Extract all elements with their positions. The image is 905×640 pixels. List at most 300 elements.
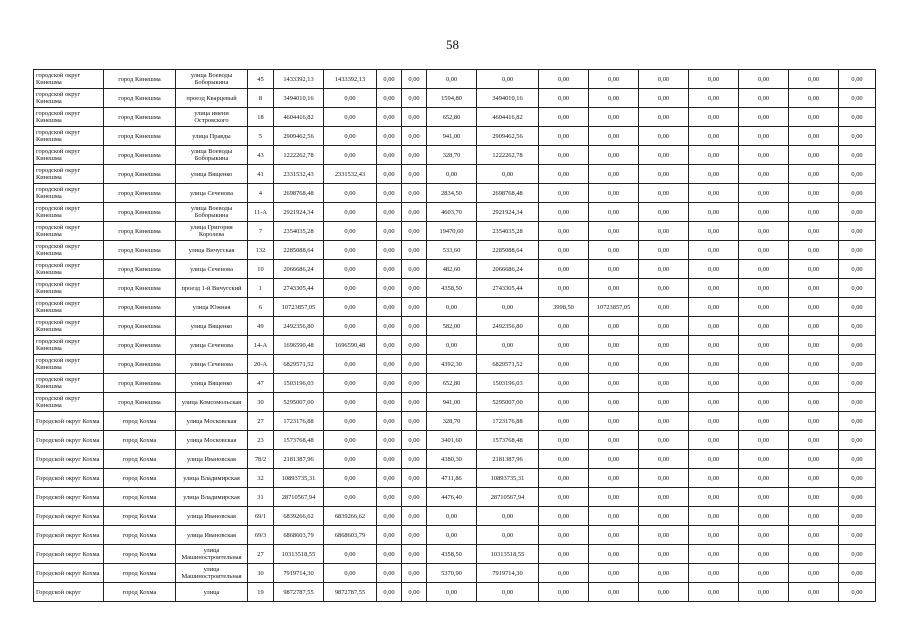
cell-settlement: город Кинешма	[104, 241, 176, 260]
cell-cost-col-7: 0,00	[377, 298, 402, 317]
table-row	[34, 412, 876, 431]
cell-municipality: городской округ Кинешма	[34, 146, 104, 165]
cell-cost-col-7: 0,00	[377, 355, 402, 374]
cell-cost-col-6: 0,00	[324, 469, 377, 488]
cell-settlement: город Кинешма	[104, 146, 176, 165]
cell-municipality: городской округ Кинешма	[34, 298, 104, 317]
cell-area-col-11: 0,00	[539, 165, 589, 184]
cell-house-number: 30	[248, 393, 274, 412]
cell-area-col-11: 0,00	[539, 241, 589, 260]
cell-house-number: 5	[248, 127, 274, 146]
cell-area: 328,70	[427, 412, 477, 431]
cell-street: улица Южная	[176, 298, 248, 317]
cell-cost-col-10: 1573768,48	[477, 431, 539, 450]
cell-cost-col-6: 0,00	[324, 203, 377, 222]
cell-area-col-11: 0,00	[539, 412, 589, 431]
cell-municipality: городской округ Кинешма	[34, 355, 104, 374]
cell-cost-col-8: 0,00	[402, 260, 427, 279]
cell-cost-col-10: 2354035,28	[477, 222, 539, 241]
cell-cost-col-13: 0,00	[639, 127, 689, 146]
cell-cost-col-17: 0,00	[839, 564, 876, 583]
cell-cost-col-12: 0,00	[589, 89, 639, 108]
cell-cost-col-8: 0,00	[402, 545, 427, 564]
cell-total-cost: 2698768,48	[274, 184, 324, 203]
cell-municipality: городской округ Кинешма	[34, 260, 104, 279]
cell-cost-col-10: 2285088,64	[477, 241, 539, 260]
cell-municipality: Городской округ Кохма	[34, 431, 104, 450]
cell-cost-col-17: 0,00	[839, 469, 876, 488]
cell-cost-col-16: 0,00	[789, 70, 839, 89]
cell-cost-col-15: 0,00	[739, 374, 789, 393]
cell-municipality: городской округ Кинешма	[34, 70, 104, 89]
cell-area: 1594,80	[427, 89, 477, 108]
cell-cost-col-17: 0,00	[839, 374, 876, 393]
table-row	[34, 374, 876, 393]
cell-street: улица Вященко	[176, 317, 248, 336]
cell-cost-col-14: 0,00	[689, 526, 739, 545]
cell-street: улица Машиностроительная	[176, 545, 248, 564]
cell-cost-col-7: 0,00	[377, 127, 402, 146]
cell-cost-col-8: 0,00	[402, 374, 427, 393]
cell-cost-col-10: 1723176,88	[477, 412, 539, 431]
cell-cost-col-7: 0,00	[377, 260, 402, 279]
cell-area: 652,80	[427, 374, 477, 393]
cell-area: 2834,50	[427, 184, 477, 203]
cell-settlement: город Кинешма	[104, 393, 176, 412]
cell-total-cost: 2331532,43	[274, 165, 324, 184]
cell-cost-col-16: 0,00	[789, 108, 839, 127]
cell-cost-col-10: 0,00	[477, 507, 539, 526]
cell-cost-col-13: 0,00	[639, 526, 689, 545]
cell-cost-col-13: 0,00	[639, 298, 689, 317]
cell-area-col-11: 0,00	[539, 146, 589, 165]
cell-cost-col-6: 0,00	[324, 545, 377, 564]
cell-total-cost: 2285088,64	[274, 241, 324, 260]
cell-cost-col-13: 0,00	[639, 165, 689, 184]
cell-street: улица Правды	[176, 127, 248, 146]
cell-cost-col-7: 0,00	[377, 450, 402, 469]
cell-cost-col-17: 0,00	[839, 488, 876, 507]
cell-settlement: город Кинешма	[104, 355, 176, 374]
cell-area-col-11: 0,00	[539, 393, 589, 412]
cell-cost-col-6: 6868603,79	[324, 526, 377, 545]
cell-house-number: 23	[248, 431, 274, 450]
cell-house-number: 69/3	[248, 526, 274, 545]
cell-cost-col-14: 0,00	[689, 336, 739, 355]
cell-cost-col-13: 0,00	[639, 412, 689, 431]
cell-municipality: Городской округ Кохма	[34, 488, 104, 507]
cell-cost-col-12: 0,00	[589, 336, 639, 355]
cell-area-col-11: 3998,50	[539, 298, 589, 317]
cell-cost-col-15: 0,00	[739, 431, 789, 450]
cell-cost-col-15: 0,00	[739, 355, 789, 374]
cell-cost-col-14: 0,00	[689, 450, 739, 469]
cell-cost-col-13: 0,00	[639, 488, 689, 507]
cell-cost-col-12: 0,00	[589, 507, 639, 526]
cell-cost-col-15: 0,00	[739, 127, 789, 146]
cell-cost-col-7: 0,00	[377, 317, 402, 336]
cell-cost-col-15: 0,00	[739, 412, 789, 431]
cell-cost-col-13: 0,00	[639, 279, 689, 298]
cell-cost-col-14: 0,00	[689, 203, 739, 222]
cell-total-cost: 4604416,82	[274, 108, 324, 127]
cell-municipality: Городской округ Кохма	[34, 469, 104, 488]
table-row	[34, 507, 876, 526]
cell-cost-col-6: 0,00	[324, 241, 377, 260]
cell-cost-col-17: 0,00	[839, 241, 876, 260]
cell-cost-col-6: 0,00	[324, 355, 377, 374]
cell-cost-col-6: 2331532,43	[324, 165, 377, 184]
cell-cost-col-12: 0,00	[589, 431, 639, 450]
cell-cost-col-8: 0,00	[402, 222, 427, 241]
cell-street: улица Вященко	[176, 165, 248, 184]
table-row	[34, 89, 876, 108]
cell-total-cost: 2181387,96	[274, 450, 324, 469]
cell-cost-col-15: 0,00	[739, 450, 789, 469]
cell-area: 0,00	[427, 336, 477, 355]
cell-area-col-11: 0,00	[539, 108, 589, 127]
cell-cost-col-13: 0,00	[639, 184, 689, 203]
cell-cost-col-12: 0,00	[589, 203, 639, 222]
cell-area: 482,60	[427, 260, 477, 279]
cell-cost-col-16: 0,00	[789, 583, 839, 602]
cell-cost-col-10: 2921924,34	[477, 203, 539, 222]
cell-cost-col-13: 0,00	[639, 545, 689, 564]
cell-municipality: городской округ Кинешма	[34, 127, 104, 146]
cell-settlement: город Кохма	[104, 564, 176, 583]
cell-cost-col-15: 0,00	[739, 241, 789, 260]
cell-cost-col-15: 0,00	[739, 583, 789, 602]
cell-cost-col-17: 0,00	[839, 412, 876, 431]
cell-house-number: 78/2	[248, 450, 274, 469]
cell-cost-col-17: 0,00	[839, 70, 876, 89]
cell-municipality: Городской округ Кохма	[34, 564, 104, 583]
cell-cost-col-14: 0,00	[689, 469, 739, 488]
cell-cost-col-13: 0,00	[639, 260, 689, 279]
cell-cost-col-13: 0,00	[639, 393, 689, 412]
cell-cost-col-17: 0,00	[839, 165, 876, 184]
cell-area: 941,00	[427, 393, 477, 412]
cell-cost-col-13: 0,00	[639, 469, 689, 488]
cell-settlement: город Кинешма	[104, 222, 176, 241]
cell-cost-col-14: 0,00	[689, 127, 739, 146]
cell-house-number: 19	[248, 583, 274, 602]
cell-cost-col-17: 0,00	[839, 108, 876, 127]
cell-cost-col-16: 0,00	[789, 393, 839, 412]
cell-municipality: Городской округ Кохма	[34, 507, 104, 526]
cell-house-number: 69/1	[248, 507, 274, 526]
cell-settlement: город Кохма	[104, 450, 176, 469]
cell-cost-col-12: 0,00	[589, 260, 639, 279]
cell-settlement: город Кинешма	[104, 279, 176, 298]
cell-total-cost: 2743305,44	[274, 279, 324, 298]
cell-house-number: 1	[248, 279, 274, 298]
cell-cost-col-6: 0,00	[324, 89, 377, 108]
cell-municipality: городской округ Кинешма	[34, 241, 104, 260]
table-row	[34, 165, 876, 184]
cell-cost-col-16: 0,00	[789, 412, 839, 431]
cell-street: улица Ивановская	[176, 526, 248, 545]
cell-cost-col-15: 0,00	[739, 260, 789, 279]
cell-cost-col-7: 0,00	[377, 89, 402, 108]
cell-cost-col-14: 0,00	[689, 222, 739, 241]
cell-area: 0,00	[427, 298, 477, 317]
cell-cost-col-13: 0,00	[639, 89, 689, 108]
cell-cost-col-15: 0,00	[739, 70, 789, 89]
cell-area-col-11: 0,00	[539, 260, 589, 279]
cell-cost-col-16: 0,00	[789, 336, 839, 355]
cell-cost-col-8: 0,00	[402, 127, 427, 146]
cell-cost-col-13: 0,00	[639, 108, 689, 127]
cell-area: 582,00	[427, 317, 477, 336]
cell-cost-col-8: 0,00	[402, 507, 427, 526]
cell-cost-col-16: 0,00	[789, 374, 839, 393]
cell-total-cost: 10723857,05	[274, 298, 324, 317]
cell-street: улица Машиностроительная	[176, 564, 248, 583]
cell-area: 4711,86	[427, 469, 477, 488]
cell-total-cost: 3494010,16	[274, 89, 324, 108]
table-row	[34, 336, 876, 355]
cell-municipality: городской округ Кинешма	[34, 89, 104, 108]
cell-cost-col-14: 0,00	[689, 393, 739, 412]
cell-cost-col-13: 0,00	[639, 336, 689, 355]
table-row	[34, 127, 876, 146]
cell-cost-col-15: 0,00	[739, 564, 789, 583]
cell-cost-col-16: 0,00	[789, 564, 839, 583]
cell-cost-col-13: 0,00	[639, 431, 689, 450]
cell-cost-col-16: 0,00	[789, 507, 839, 526]
cell-cost-col-6: 1696590,48	[324, 336, 377, 355]
cell-street: улица Григория Королева	[176, 222, 248, 241]
cell-cost-col-17: 0,00	[839, 184, 876, 203]
cell-cost-col-16: 0,00	[789, 260, 839, 279]
cell-cost-col-15: 0,00	[739, 393, 789, 412]
cell-cost-col-13: 0,00	[639, 70, 689, 89]
cell-settlement: город Кинешма	[104, 89, 176, 108]
cell-cost-col-10: 2181387,96	[477, 450, 539, 469]
cell-settlement: город Кинешма	[104, 203, 176, 222]
table-row	[34, 298, 876, 317]
cell-total-cost: 28710567,94	[274, 488, 324, 507]
cell-cost-col-7: 0,00	[377, 70, 402, 89]
cell-cost-col-6: 0,00	[324, 279, 377, 298]
cell-cost-col-15: 0,00	[739, 279, 789, 298]
cell-house-number: 30	[248, 564, 274, 583]
cell-total-cost: 10893735,31	[274, 469, 324, 488]
cell-cost-col-12: 10723857,05	[589, 298, 639, 317]
cell-cost-col-14: 0,00	[689, 165, 739, 184]
cell-cost-col-6: 0,00	[324, 488, 377, 507]
cell-cost-col-10: 4604416,82	[477, 108, 539, 127]
cell-cost-col-17: 0,00	[839, 279, 876, 298]
cell-cost-col-6: 0,00	[324, 431, 377, 450]
cell-street: проезд 1-й Вичугский	[176, 279, 248, 298]
cell-area: 4603,70	[427, 203, 477, 222]
table-row	[34, 469, 876, 488]
cell-cost-col-7: 0,00	[377, 374, 402, 393]
cell-cost-col-14: 0,00	[689, 564, 739, 583]
cell-cost-col-16: 0,00	[789, 89, 839, 108]
cell-settlement: город Кохма	[104, 583, 176, 602]
cell-street: улица Ивановская	[176, 450, 248, 469]
cell-cost-col-7: 0,00	[377, 203, 402, 222]
cell-cost-col-6: 0,00	[324, 146, 377, 165]
cell-cost-col-16: 0,00	[789, 241, 839, 260]
cell-cost-col-7: 0,00	[377, 146, 402, 165]
cell-cost-col-17: 0,00	[839, 583, 876, 602]
cell-cost-col-12: 0,00	[589, 488, 639, 507]
cell-house-number: 32	[248, 469, 274, 488]
cell-total-cost: 10313518,55	[274, 545, 324, 564]
cell-settlement: город Кохма	[104, 545, 176, 564]
cell-municipality: городской округ Кинешма	[34, 374, 104, 393]
cell-house-number: 43	[248, 146, 274, 165]
cell-cost-col-7: 0,00	[377, 165, 402, 184]
cell-cost-col-17: 0,00	[839, 545, 876, 564]
cell-cost-col-6: 0,00	[324, 108, 377, 127]
cell-street: улица Вичугская	[176, 241, 248, 260]
cell-cost-col-8: 0,00	[402, 241, 427, 260]
cell-cost-col-17: 0,00	[839, 146, 876, 165]
cell-cost-col-7: 0,00	[377, 241, 402, 260]
cell-cost-col-8: 0,00	[402, 336, 427, 355]
cell-cost-col-6: 0,00	[324, 127, 377, 146]
cell-cost-col-12: 0,00	[589, 355, 639, 374]
cell-area-col-11: 0,00	[539, 184, 589, 203]
cell-cost-col-8: 0,00	[402, 393, 427, 412]
table-row	[34, 488, 876, 507]
cell-cost-col-7: 0,00	[377, 526, 402, 545]
cell-municipality: городской округ Кинешма	[34, 203, 104, 222]
cell-settlement: город Кинешма	[104, 298, 176, 317]
cell-cost-col-13: 0,00	[639, 241, 689, 260]
cell-area-col-11: 0,00	[539, 564, 589, 583]
cell-settlement: город Кинешма	[104, 108, 176, 127]
cell-cost-col-10: 6829571,52	[477, 355, 539, 374]
cell-cost-col-16: 0,00	[789, 146, 839, 165]
cell-cost-col-10: 2066686,24	[477, 260, 539, 279]
cell-cost-col-17: 0,00	[839, 89, 876, 108]
cell-cost-col-17: 0,00	[839, 526, 876, 545]
cell-house-number: 41	[248, 165, 274, 184]
cell-cost-col-7: 0,00	[377, 469, 402, 488]
cell-cost-col-17: 0,00	[839, 298, 876, 317]
table-row	[34, 583, 876, 602]
cell-street: улица Комсомольская	[176, 393, 248, 412]
cell-cost-col-12: 0,00	[589, 450, 639, 469]
table-row	[34, 184, 876, 203]
cell-cost-col-10: 1503196,03	[477, 374, 539, 393]
cell-cost-col-8: 0,00	[402, 317, 427, 336]
cell-area: 941,00	[427, 127, 477, 146]
cell-cost-col-16: 0,00	[789, 165, 839, 184]
cell-cost-col-16: 0,00	[789, 431, 839, 450]
cell-cost-col-15: 0,00	[739, 488, 789, 507]
cell-municipality: Городской округ Кохма	[34, 412, 104, 431]
cell-cost-col-10: 5295007,00	[477, 393, 539, 412]
cell-cost-col-6: 0,00	[324, 393, 377, 412]
cell-cost-col-14: 0,00	[689, 507, 739, 526]
cell-cost-col-8: 0,00	[402, 526, 427, 545]
cell-cost-col-17: 0,00	[839, 260, 876, 279]
cell-cost-col-17: 0,00	[839, 450, 876, 469]
cell-settlement: город Кинешма	[104, 317, 176, 336]
cell-total-cost: 2066686,24	[274, 260, 324, 279]
table-row	[34, 203, 876, 222]
cell-cost-col-6: 1433392,13	[324, 70, 377, 89]
cell-settlement: город Кинешма	[104, 70, 176, 89]
cell-cost-col-14: 0,00	[689, 260, 739, 279]
cell-cost-col-6: 9872787,55	[324, 583, 377, 602]
cell-street: проезд Кварцевый	[176, 89, 248, 108]
cell-area-col-11: 0,00	[539, 507, 589, 526]
cell-area: 19470,60	[427, 222, 477, 241]
cell-street: улица Воеводы Боборыкина	[176, 146, 248, 165]
cell-cost-col-13: 0,00	[639, 374, 689, 393]
cell-cost-col-13: 0,00	[639, 146, 689, 165]
cell-area: 0,00	[427, 165, 477, 184]
cell-street: улица Воеводы Боборыкина	[176, 203, 248, 222]
cell-house-number: 31	[248, 488, 274, 507]
cell-cost-col-7: 0,00	[377, 431, 402, 450]
cell-cost-col-12: 0,00	[589, 393, 639, 412]
cell-cost-col-15: 0,00	[739, 184, 789, 203]
cell-cost-col-10: 2909462,56	[477, 127, 539, 146]
cell-cost-col-12: 0,00	[589, 70, 639, 89]
cell-area-col-11: 0,00	[539, 317, 589, 336]
cell-cost-col-8: 0,00	[402, 298, 427, 317]
cell-total-cost: 1723176,88	[274, 412, 324, 431]
table-row	[34, 393, 876, 412]
cell-cost-col-16: 0,00	[789, 355, 839, 374]
cell-municipality: городской округ Кинешма	[34, 222, 104, 241]
cell-area: 0,00	[427, 583, 477, 602]
cell-house-number: 14-А	[248, 336, 274, 355]
cell-cost-col-10: 1222262,78	[477, 146, 539, 165]
cell-cost-col-10: 0,00	[477, 336, 539, 355]
page-number: 58	[446, 37, 459, 52]
cell-municipality: Городской округ Кохма	[34, 526, 104, 545]
cell-cost-col-14: 0,00	[689, 241, 739, 260]
cell-cost-col-7: 0,00	[377, 545, 402, 564]
cell-cost-col-12: 0,00	[589, 469, 639, 488]
cell-settlement: город Кинешма	[104, 184, 176, 203]
cell-street: улица	[176, 583, 248, 602]
cell-cost-col-12: 0,00	[589, 564, 639, 583]
cell-municipality: городской округ Кинешма	[34, 393, 104, 412]
cell-cost-col-8: 0,00	[402, 355, 427, 374]
cell-municipality: городской округ Кинешма	[34, 165, 104, 184]
cell-cost-col-14: 0,00	[689, 298, 739, 317]
cell-area-col-11: 0,00	[539, 279, 589, 298]
cell-cost-col-14: 0,00	[689, 317, 739, 336]
cell-area: 4380,30	[427, 450, 477, 469]
cell-area-col-11: 0,00	[539, 526, 589, 545]
cell-cost-col-15: 0,00	[739, 507, 789, 526]
cell-street: улица Владимирская	[176, 488, 248, 507]
cell-street: улица Ивановская	[176, 507, 248, 526]
cell-cost-col-8: 0,00	[402, 146, 427, 165]
cell-municipality: городской округ Кинешма	[34, 184, 104, 203]
cell-cost-col-10: 0,00	[477, 298, 539, 317]
cell-area-col-11: 0,00	[539, 127, 589, 146]
cell-settlement: город Кохма	[104, 412, 176, 431]
table-row	[34, 431, 876, 450]
cell-house-number: 20-А	[248, 355, 274, 374]
cell-cost-col-15: 0,00	[739, 165, 789, 184]
cell-area: 328,70	[427, 146, 477, 165]
cell-cost-col-10: 10893735,31	[477, 469, 539, 488]
